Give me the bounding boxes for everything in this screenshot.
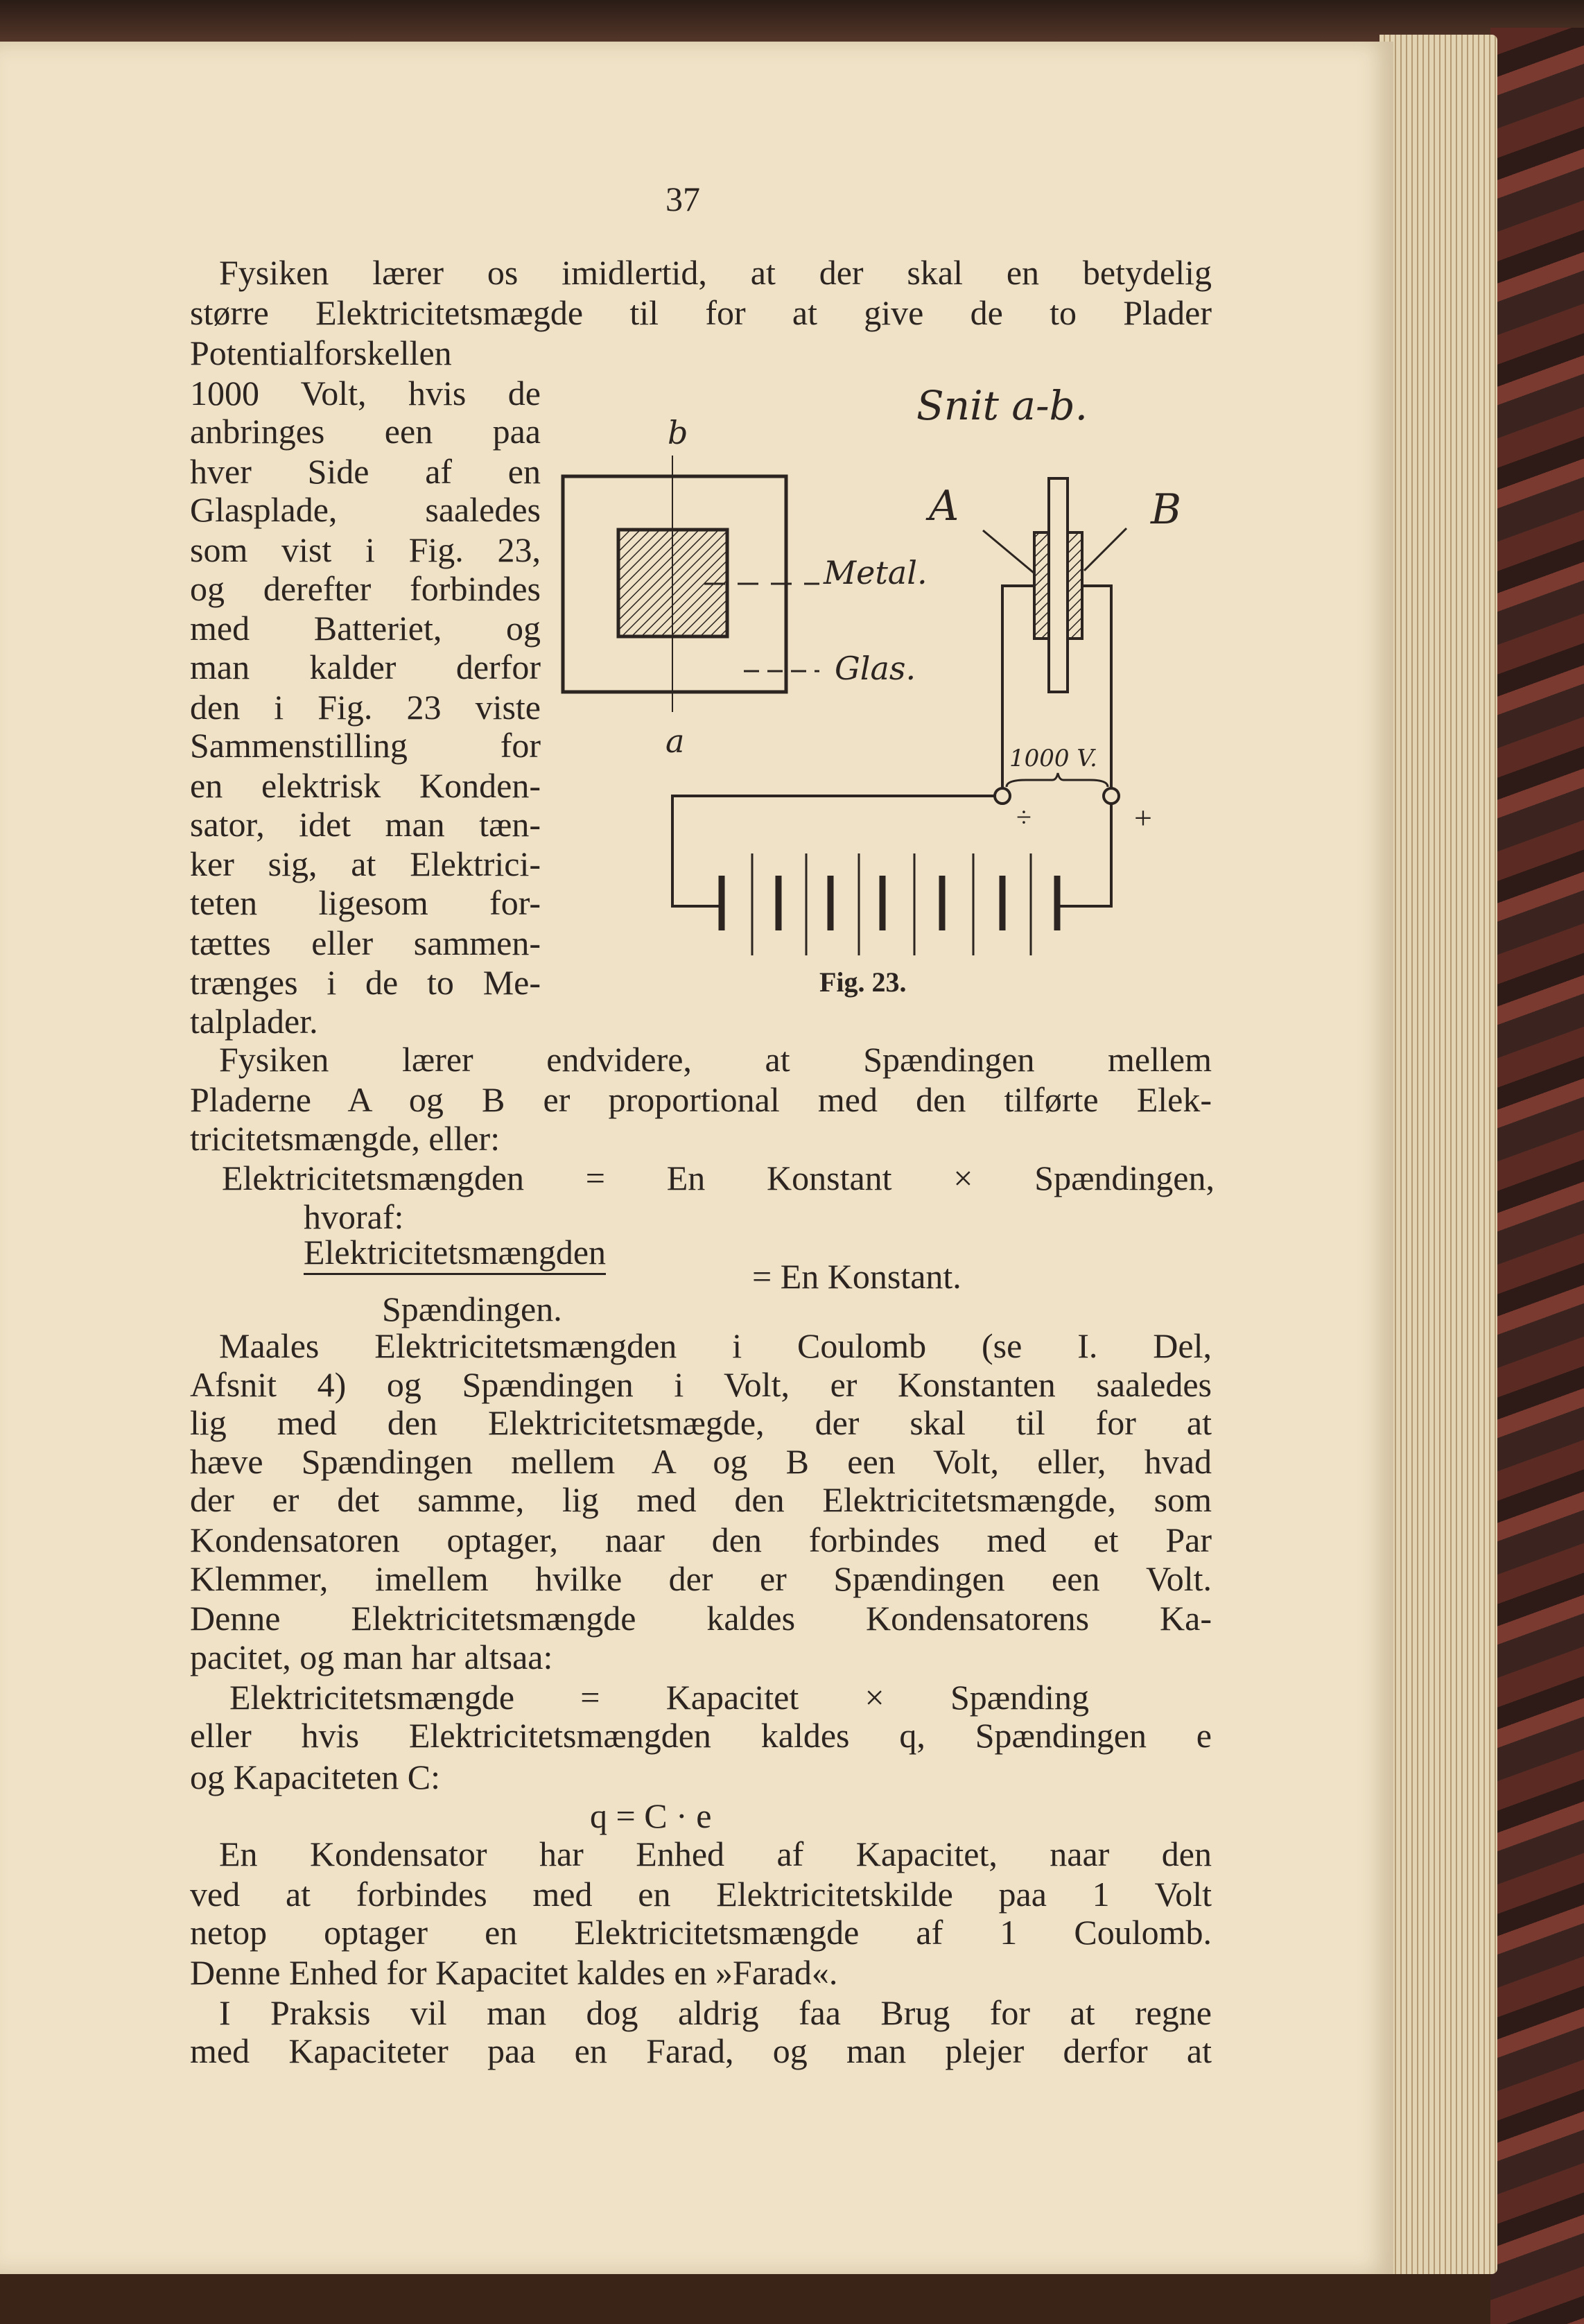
text-line: som vist i Fig. 23, bbox=[190, 530, 541, 569]
text-line: I Praksis vil man dog aldrig faa Brug for at regne bbox=[219, 1993, 1212, 2032]
glass-section bbox=[1049, 478, 1068, 692]
text-line: Glasplade, saaledes bbox=[190, 490, 541, 529]
text-line: eller hvis Elektricitetsmængden kaldes q, Spændingen e bbox=[190, 1716, 1212, 1755]
fraction-numerator: Elektricitetsmængden bbox=[304, 1233, 606, 1275]
text-line: større Elektricitetsmægde til for at give de to Plader bbox=[190, 293, 1212, 332]
text-line: en elektrisk Konden- bbox=[190, 766, 541, 805]
text-line: tricitetsmængde, eller: bbox=[190, 1119, 501, 1158]
text-line: Maales Elektricitetsmængden i Coulomb (se I. Del, bbox=[219, 1326, 1212, 1365]
label-b: b bbox=[668, 414, 688, 451]
page-number: 37 bbox=[665, 180, 700, 218]
label-plate-b: B bbox=[1151, 485, 1182, 534]
label-glas: Glas. bbox=[835, 650, 916, 687]
battery-short-plates bbox=[722, 876, 1057, 930]
plate-a bbox=[1034, 532, 1049, 639]
fraction-result: = En Konstant. bbox=[752, 1257, 961, 1296]
wire-plus bbox=[1060, 804, 1111, 906]
text-line: tættes eller sammen- bbox=[190, 923, 541, 962]
terminal-plus bbox=[1104, 788, 1119, 804]
text-line: den i Fig. 23 viste bbox=[190, 688, 541, 727]
text-line: Klemmer, imellem hvilke der er Spændingen een Volt. bbox=[190, 1559, 1212, 1598]
text-line: pacitet, og man har altsaa: bbox=[190, 1638, 553, 1676]
label-metal: Metal. bbox=[824, 554, 928, 591]
battery-long-plates bbox=[752, 853, 1031, 955]
text-line: hæve Spændingen mellem A og B een Volt, eller, hvad bbox=[190, 1442, 1212, 1481]
text-line: Pladerne A og B er proportional med den tilførte Elek- bbox=[190, 1080, 1212, 1119]
text-line: sator, idet man tæn- bbox=[190, 805, 541, 844]
text-line: 1000 Volt, hvis de bbox=[190, 374, 541, 413]
label-section: Snit a-b. bbox=[916, 382, 1088, 429]
label-plate-a: A bbox=[929, 482, 959, 530]
text-line: Fysiken lærer os imidlertid, at der skal en betydelig bbox=[219, 253, 1212, 292]
text-line: med Batteriet, og bbox=[190, 609, 541, 648]
text-line: der er det samme, lig med den Elektricitetsmængde, som bbox=[190, 1480, 1212, 1519]
text-line: talplader. bbox=[190, 1002, 318, 1041]
text-line: ved at forbindes med en Elektricitetskilde paa 1 Volt bbox=[190, 1875, 1212, 1914]
text-line: hver Side af en bbox=[190, 452, 541, 491]
plus-sign: + bbox=[1134, 800, 1152, 835]
capacitor-figure bbox=[541, 305, 1234, 1012]
voltage-label: 1000 V. bbox=[1009, 745, 1097, 772]
fraction-denominator: Spændingen. bbox=[382, 1290, 562, 1328]
text-line: trænges i de to Me- bbox=[190, 963, 541, 1002]
text-line: anbringes een paa bbox=[190, 412, 541, 451]
text-line: En Kondensator har Enhed af Kapacitet, naar den bbox=[219, 1835, 1212, 1873]
text-line: Fysiken lærer endvidere, at Spændingen mellem bbox=[219, 1040, 1212, 1079]
equation-line: Elektricitetsmængde = Kapacitet × Spænding bbox=[229, 1678, 1089, 1717]
minus-sign: ÷ bbox=[1016, 801, 1032, 833]
label-a: a bbox=[665, 722, 685, 760]
text-line: hvoraf: bbox=[304, 1197, 404, 1236]
text-line: Denne Elektricitetsmængde kaldes Kondensatorens Ka- bbox=[190, 1599, 1212, 1638]
text-line: Kondensatoren optager, naar den forbindes med et Par bbox=[190, 1520, 1212, 1559]
text-line: Potentialforskellen bbox=[190, 333, 452, 372]
text-line: og Kapaciteten C: bbox=[190, 1758, 440, 1796]
text-line: Sammenstilling for bbox=[190, 726, 541, 765]
marbled-cover bbox=[1490, 28, 1584, 2324]
text-line: Afsnit 4) og Spændingen i Volt, er Konstanten saaledes bbox=[190, 1365, 1212, 1404]
text-line: teten ligesom for- bbox=[190, 883, 541, 922]
equation-line: Elektricitetsmængden = En Konstant × Spændingen, bbox=[222, 1159, 1215, 1197]
equation-line: q = C · e bbox=[590, 1796, 712, 1835]
plan-view bbox=[563, 456, 819, 712]
text-line: og derefter forbindes bbox=[190, 569, 541, 608]
text-line: Denne Enhed for Kapacitet kaldes en »Farad«. bbox=[190, 1953, 838, 1992]
text-line: ker sig, at Elektrici- bbox=[190, 844, 541, 883]
text-line: lig med den Elektricitetsmægde, der skal til for at bbox=[190, 1403, 1212, 1442]
figure-caption: Fig. 23. bbox=[819, 966, 907, 998]
battery bbox=[722, 853, 1057, 955]
text-line: netop optager en Elektricitetsmængde af 1 Coulomb. bbox=[190, 1913, 1212, 1952]
text-line: med Kapaciteter paa en Farad, og man plejer derfor at bbox=[190, 2031, 1212, 2070]
text-line: man kalder derfor bbox=[190, 648, 541, 686]
terminal-minus bbox=[995, 788, 1010, 804]
voltage-brace bbox=[1007, 773, 1108, 787]
plate-b bbox=[1068, 532, 1082, 639]
page-edges bbox=[1380, 35, 1497, 2274]
